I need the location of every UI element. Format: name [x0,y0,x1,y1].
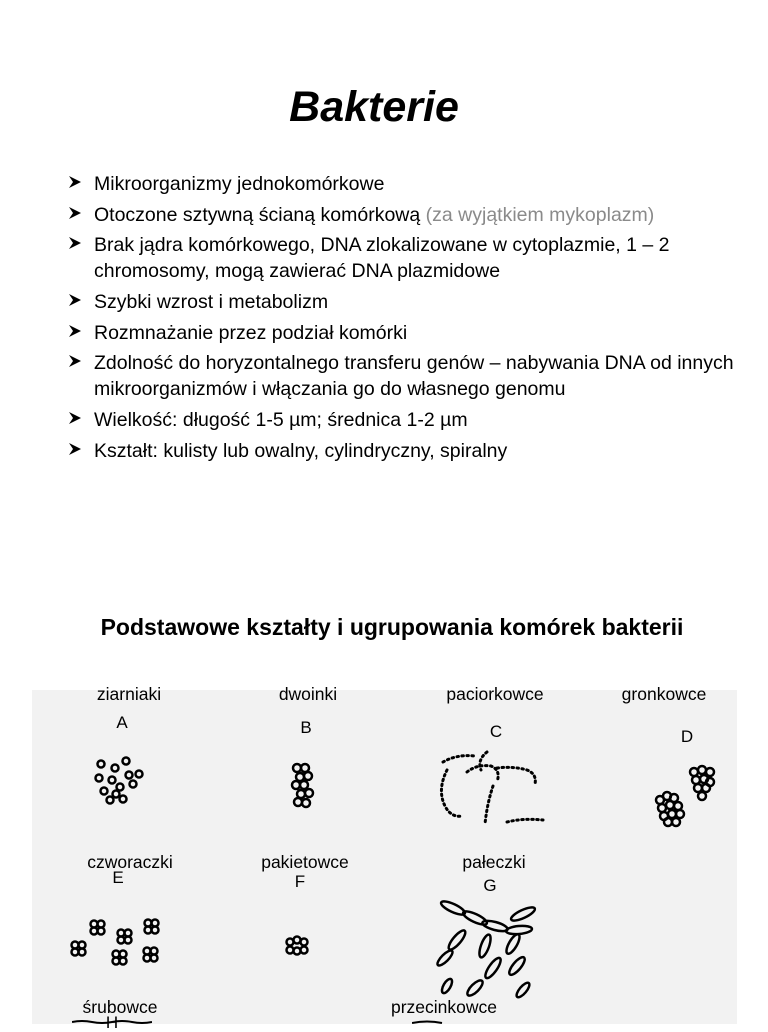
bullet-text: Kształt: kulisty lub owalny, cylindryczny, spiralny [94,439,508,462]
arrowhead-bullet-icon [68,175,82,189]
shape-label-srubowce: śrubowce [82,997,158,1017]
bacteria-shapes-figure [32,684,737,1032]
tetrads-icon [68,918,164,968]
bullet-text: Wielkość: długość 1-5 µm; średnica 1-2 µm [94,409,468,432]
bullet-text: Mikroorganizmy jednokomórkowe [94,173,385,195]
sarcina-icon [284,934,312,958]
bullet-text: Szybki wzrost i metabolizm [94,291,329,314]
bullet-text: Rozmnażanie przez podział komórki [94,321,408,344]
cocci-icon [90,754,150,810]
diplococci-icon [288,762,320,810]
bullet-item [66,232,738,284]
arrowhead-bullet-icon [68,206,82,220]
vibrio-icon [412,1020,472,1024]
bullet-item [66,350,738,402]
shape-letter-b: B [300,718,312,737]
bullet-text: Brak jądra komórkowego, DNA zlokalizowane w cytoplazmie, 1 – 2 chromosomy, mogą zawierać DNA plazmidowe [94,234,670,283]
spirilla-icon [72,1020,152,1024]
shape-label-paleczki: pałeczki [462,852,526,872]
arrowhead-bullet-icon [68,442,82,456]
bullet-note: (za wyjątkiem mykoplazm) [425,203,655,226]
shape-letter-f: F [294,872,306,891]
bullet-item [66,171,738,197]
bullet-text: Otoczone sztywną ścianą komórkową [94,203,426,226]
bullet-item [66,289,738,315]
shape-label-przecinkowce: przecinkowce [390,997,498,1017]
figure-heading: Podstawowe kształty i ugrupowania komórek bakterii [100,614,684,640]
shape-label-gronkowce: gronkowce [621,684,707,704]
bullet-item [66,438,738,464]
shape-letter-e: E [112,868,124,887]
arrowhead-bullet-icon [68,411,82,425]
shape-label-paciorkowce: paciorkowce [446,684,544,704]
shape-letter-d: D [680,727,694,746]
bullet-text: Zdolność do horyzontalnego transferu genów – nabywania DNA od innych mikroorganizmów i włączania go do własnego genomu [94,352,734,401]
staphylococci-icon [652,764,718,828]
shape-letter-a: A [116,713,128,732]
bullet-item [66,407,738,433]
shape-label-dwoinki: dwoinki [278,684,338,704]
shape-label-pakietowce: pakietowce [261,852,349,872]
arrowhead-bullet-icon [68,354,82,368]
shape-letter-h: H [105,1013,119,1032]
arrowhead-bullet-icon [68,293,82,307]
slide-title: Bakterie [289,83,459,131]
arrowhead-bullet-icon [68,324,82,338]
shape-label-czworaczki: czworaczki [87,852,173,872]
streptococci-icon [437,746,549,838]
arrowhead-bullet-icon [68,236,82,250]
bullet-item [66,320,738,346]
shape-label-ziarniaki: ziarniaki [96,684,162,704]
shape-letter-g: G [483,876,497,895]
bullet-list [66,171,738,469]
bullet-item [66,202,738,228]
shape-letter-c: C [489,722,503,741]
bacilli-icon [435,900,547,1000]
